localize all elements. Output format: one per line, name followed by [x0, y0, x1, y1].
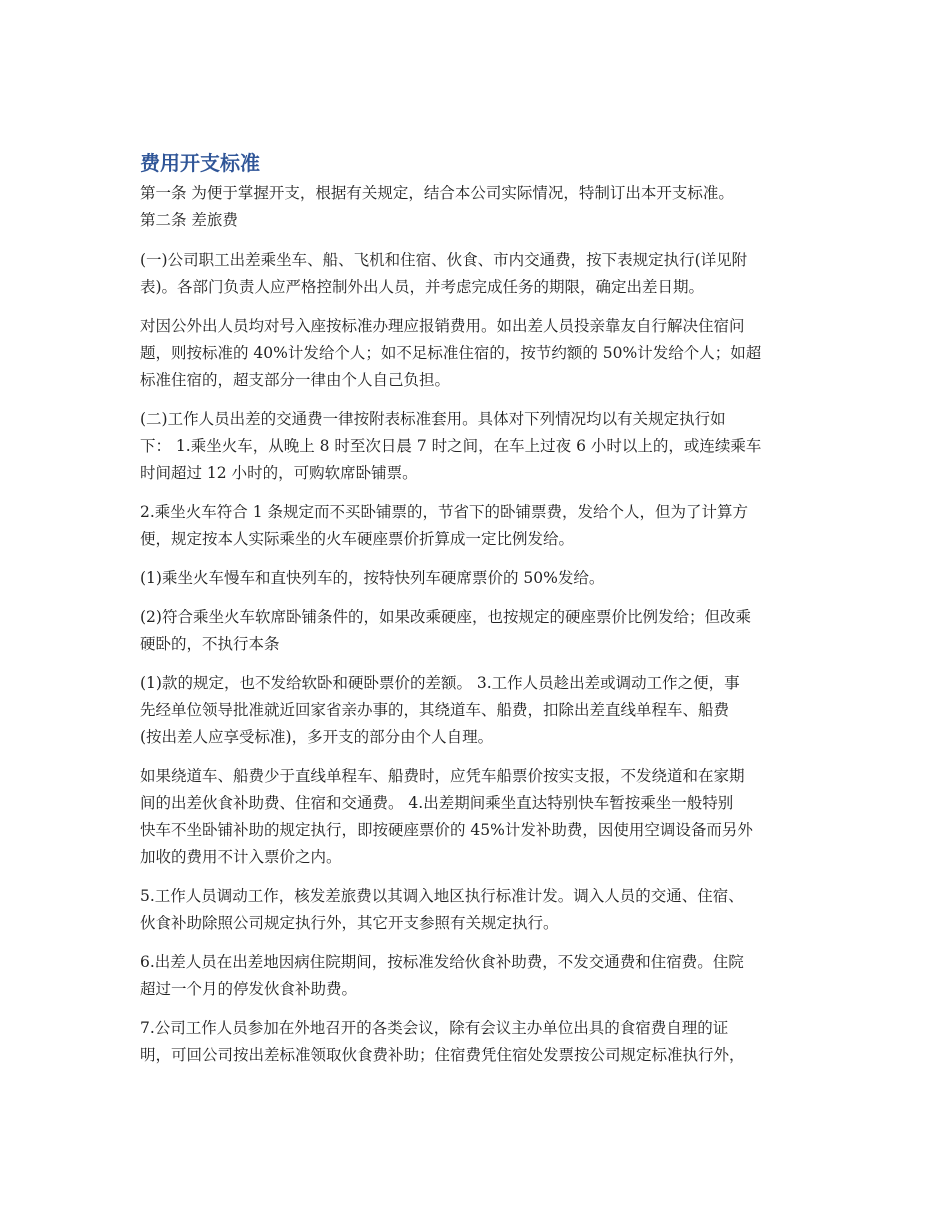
paragraph-line: 下： 1.乘坐火车，从晚上 8 时至次日晨 7 时之间，在车上过夜 6 小时以上的，或连续乘车: [140, 437, 762, 455]
paragraph: [140, 883, 820, 937]
intro-block: [140, 180, 820, 234]
article-1-line: 第一条 为便于掌握开支，根据有关规定，结合本公司实际情况，特制订出本开支标准。: [140, 184, 734, 202]
paragraph: [140, 247, 820, 301]
paragraph-line: 2.乘坐火车符合 1 条规定而不买卧铺票的，节省下的卧铺票费，发给个人，但为了计算方: [140, 503, 749, 521]
paragraph-line: (1)乘坐火车慢车和直快列车的，按特快列车硬席票价的 50%发给。: [140, 569, 605, 587]
paragraph-line: (一)公司职工出差乘坐车、船、飞机和住宿、伙食、市内交通费，按下表规定执行(详见附: [140, 251, 748, 269]
paragraph-line: (1)款的规定，也不发给软卧和硬卧票价的差额。 3.工作人员趁出差或调动工作之便，事: [140, 674, 740, 692]
paragraph: [140, 313, 820, 394]
paragraph-line: 表)。各部门负责人应严格控制外出人员，并考虑完成任务的期限，确定出差日期。: [140, 278, 705, 296]
paragraph: [140, 499, 820, 553]
paragraph: [140, 406, 820, 487]
paragraph-line: 明，可回公司按出差标准领取伙食费补助；住宿费凭住宿处发票按公司规定标准执行外，: [140, 1046, 745, 1064]
paragraph: [140, 949, 820, 1003]
paragraph-line: 如果绕道车、船费少于直线单程车、船费时，应凭车船票价按实支报，不发绕道和在家期: [140, 767, 745, 785]
paragraph-line: 标准住宿的，超支部分一律由个人自己负担。: [140, 371, 451, 389]
paragraph-line: 超过一个月的停发伙食补助费。: [140, 980, 358, 998]
paragraph-line: 题，则按标准的 40%计发给个人；如不足标准住宿的，按节约额的 50%计发给个人；如超: [140, 344, 762, 362]
paragraph-line: 硬卧的，不执行本条: [140, 635, 280, 653]
paragraph-line: 5.工作人员调动工作，核发差旅费以其调入地区执行标准计发。调入人员的交通、住宿、: [140, 887, 744, 905]
paragraph-line: 7.公司工作人员参加在外地召开的各类会议，除有会议主办单位出具的食宿费自理的证: [140, 1019, 729, 1037]
paragraph-line: 时间超过 12 小时的，可购软席卧铺票。: [140, 464, 418, 482]
document-page: [140, 148, 820, 1081]
paragraph-line: 先经单位领导批准就近回家省亲办事的，其绕道车、船费，扣除出差直线单程车、船费: [140, 701, 730, 719]
paragraph-line: 伙食补助除照公司规定执行外，其它开支参照有关规定执行。: [140, 914, 559, 932]
paragraph-line: 对因公外出人员均对号入座按标准办理应报销费用。如出差人员投亲靠友自行解决住宿问: [140, 317, 745, 335]
paragraph: [140, 1015, 820, 1069]
paragraph-line: (二)工作人员出差的交通费一律按附表标准套用。具体对下列情况均以有关规定执行如: [140, 410, 726, 428]
body-paragraphs: [140, 247, 820, 1069]
paragraph-line: 6.出差人员在出差地因病住院期间，按标准发给伙食补助费，不发交通费和住宿费。住院: [140, 953, 744, 971]
article-2-line: 第二条 差旅费: [140, 211, 238, 229]
paragraph-line: 便，规定按本人实际乘坐的火车硬座票价折算成一定比例发给。: [140, 530, 575, 548]
paragraph: [140, 763, 820, 871]
paragraph-line: 快车不坐卧铺补助的规定执行，即按硬座票价的 45%计发补助费，因使用空调设备而另外: [140, 821, 753, 839]
paragraph: [140, 604, 820, 658]
paragraph-line: (2)符合乘坐火车软席卧铺条件的，如果改乘硬座，也按规定的硬座票价比例发给；但改乘: [140, 608, 751, 626]
paragraph: [140, 565, 820, 592]
page-title: 费用开支标准: [140, 151, 260, 175]
paragraph-line: 间的出差伙食补助费、住宿和交通费。 4.出差期间乘坐直达特别快车暂按乘坐一般特别: [140, 794, 734, 812]
paragraph-line: 加收的费用不计入票价之内。: [140, 848, 342, 866]
paragraph: [140, 670, 820, 751]
paragraph-line: (按出差人应享受标准)，多开支的部分由个人自理。: [140, 728, 494, 746]
